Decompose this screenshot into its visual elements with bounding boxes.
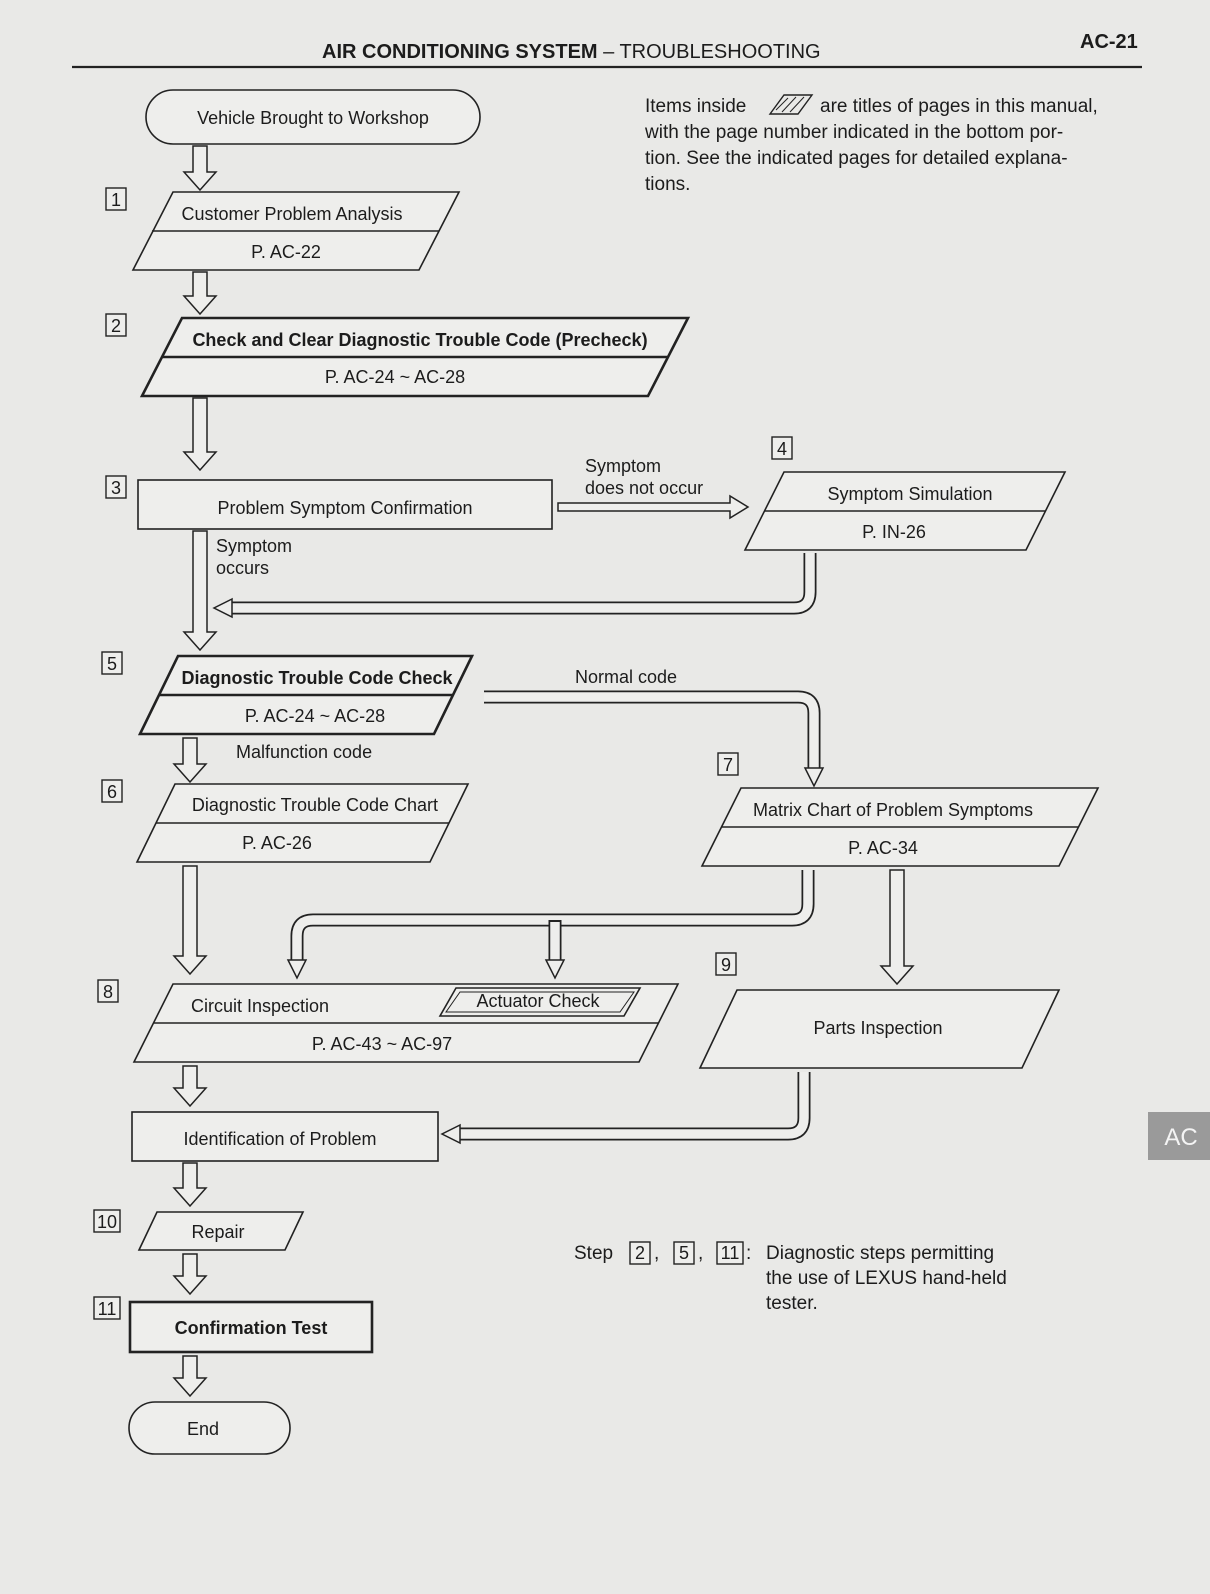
svg-text:11: 11	[720, 1243, 740, 1263]
svg-text:,: ,	[654, 1243, 660, 1264]
svg-text::: :	[746, 1243, 752, 1264]
actuator-check-subbox	[440, 988, 640, 1016]
svg-text:4: 4	[776, 439, 788, 459]
step-11-confirmation-test	[94, 1297, 372, 1352]
intro-line2: with the page number indicated in the bottom por-	[645, 122, 1064, 143]
step-8-circuit-inspection	[98, 980, 678, 1062]
header-page-number: AC-21	[1080, 31, 1138, 53]
svg-text:Parts Inspection: Parts Inspection	[813, 1018, 943, 1038]
svg-text:Diagnostic steps permitting: Diagnostic steps permitting	[766, 1243, 995, 1264]
svg-text:the use of LEXUS hand-held: the use of LEXUS hand-held	[766, 1268, 1007, 1289]
svg-text:P. AC-22: P. AC-22	[251, 242, 321, 262]
svg-text:P. IN-26: P. IN-26	[862, 522, 926, 542]
arrow-6-to-8	[174, 866, 206, 974]
svg-text:5: 5	[106, 654, 118, 674]
step-3-problem-symptom-confirmation	[106, 476, 552, 529]
parallelogram-legend-icon	[770, 95, 812, 114]
svg-text:AC: AC	[1164, 1124, 1198, 1151]
step-7-matrix-chart	[702, 753, 1098, 866]
svg-text:11: 11	[97, 1299, 117, 1319]
svg-text:tester.: tester.	[766, 1293, 818, 1314]
svg-text:10: 10	[96, 1212, 118, 1232]
svg-text:Step: Step	[574, 1243, 614, 1264]
label-normal-code: Normal code	[575, 667, 678, 687]
svg-text:P. AC-34: P. AC-34	[848, 838, 918, 858]
arrow-1-to-2	[184, 272, 216, 314]
end-terminal	[129, 1402, 290, 1454]
label-symptom-occurs-1: Symptom	[216, 536, 293, 556]
svg-text:P. AC-24 ~ AC-28: P. AC-24 ~ AC-28	[244, 706, 386, 726]
connector-5-to-7	[484, 697, 823, 786]
svg-text:Repair: Repair	[191, 1222, 245, 1242]
intro-line4: tions.	[645, 174, 691, 195]
start-terminal	[146, 90, 480, 144]
svg-text:3: 3	[110, 478, 122, 498]
svg-text:P. AC-26: P. AC-26	[242, 833, 312, 853]
svg-text:Matrix Chart of Problem Sympto: Matrix Chart of Problem Symptoms	[752, 800, 1034, 820]
connector-4-to-5	[214, 553, 810, 617]
svg-text:Actuator Check: Actuator Check	[476, 991, 600, 1011]
arrow-5-to-6	[174, 738, 206, 782]
svg-text:8: 8	[102, 982, 114, 1002]
intro-line1-before: Items inside	[645, 96, 747, 117]
header-title: AIR CONDITIONING SYSTEM – TROUBLESHOOTING	[322, 41, 821, 63]
label-symptom-not-occur-1: Symptom	[585, 456, 662, 476]
svg-text:,: ,	[698, 1243, 704, 1264]
arrow-11-to-end	[174, 1356, 206, 1396]
step-10-repair	[94, 1210, 303, 1250]
step-5-diagnostic-trouble-code-check	[102, 652, 472, 734]
step-1-customer-problem-analysis	[106, 188, 459, 270]
label-symptom-occurs-2: occurs	[216, 558, 270, 578]
svg-text:P. AC-43 ~ AC-97: P. AC-43 ~ AC-97	[311, 1034, 453, 1054]
svg-text:Confirmation Test: Confirmation Test	[174, 1318, 328, 1338]
svg-text:Symptom Simulation: Symptom Simulation	[827, 484, 993, 504]
svg-text:Customer Problem Analysis: Customer Problem Analysis	[181, 204, 403, 224]
svg-text:5: 5	[678, 1243, 690, 1263]
arrow-identification-to-10	[174, 1163, 206, 1206]
svg-text:6: 6	[106, 782, 118, 802]
arrow-3-to-4	[558, 496, 748, 518]
svg-text:Circuit Inspection: Circuit Inspection	[191, 996, 330, 1016]
intro-line1-after: are titles of pages in this manual,	[820, 96, 1098, 117]
svg-text:1: 1	[110, 190, 122, 210]
identification-of-problem	[132, 1112, 438, 1161]
arrow-7-to-9	[881, 870, 913, 984]
svg-text:End: End	[186, 1419, 220, 1439]
ac-section-tab	[1148, 1112, 1210, 1160]
label-malfunction-code: Malfunction code	[236, 742, 373, 762]
step-4-symptom-simulation	[745, 437, 1065, 550]
svg-text:Diagnostic Trouble Code Check: Diagnostic Trouble Code Check	[181, 668, 453, 688]
connector-9-to-identification	[442, 1072, 804, 1143]
arrow-8-to-identification	[174, 1066, 206, 1106]
arrow-start-to-1	[184, 146, 216, 190]
svg-text:Diagnostic Trouble Code Chart: Diagnostic Trouble Code Chart	[191, 795, 439, 815]
svg-text:Check and Clear Diagnostic Tro: Check and Clear Diagnostic Trouble Code (Precheck)	[192, 330, 648, 350]
arrow-10-to-11	[174, 1254, 206, 1294]
svg-text:P. AC-24 ~ AC-28: P. AC-24 ~ AC-28	[324, 367, 466, 387]
step-2-check-and-clear-dtc	[106, 314, 688, 396]
svg-text:Problem Symptom Confirmation: Problem Symptom Confirmation	[217, 498, 473, 518]
svg-text:2: 2	[110, 316, 122, 336]
arrow-3-to-5	[184, 531, 216, 650]
intro-line3: tion. See the indicated pages for detailed explana-	[645, 148, 1068, 169]
svg-text:Identification of Problem: Identification of Problem	[183, 1129, 377, 1149]
svg-text:Vehicle Brought to Workshop: Vehicle Brought to Workshop	[197, 108, 429, 128]
svg-text:2: 2	[634, 1243, 646, 1263]
arrow-2-to-3	[184, 398, 216, 470]
label-symptom-not-occur-2: does not occur	[585, 478, 704, 498]
svg-text:7: 7	[722, 755, 734, 775]
step-6-dtc-chart	[102, 780, 468, 862]
step-9-parts-inspection	[700, 953, 1059, 1068]
svg-text:9: 9	[720, 955, 732, 975]
tester-note	[574, 1242, 1007, 1314]
